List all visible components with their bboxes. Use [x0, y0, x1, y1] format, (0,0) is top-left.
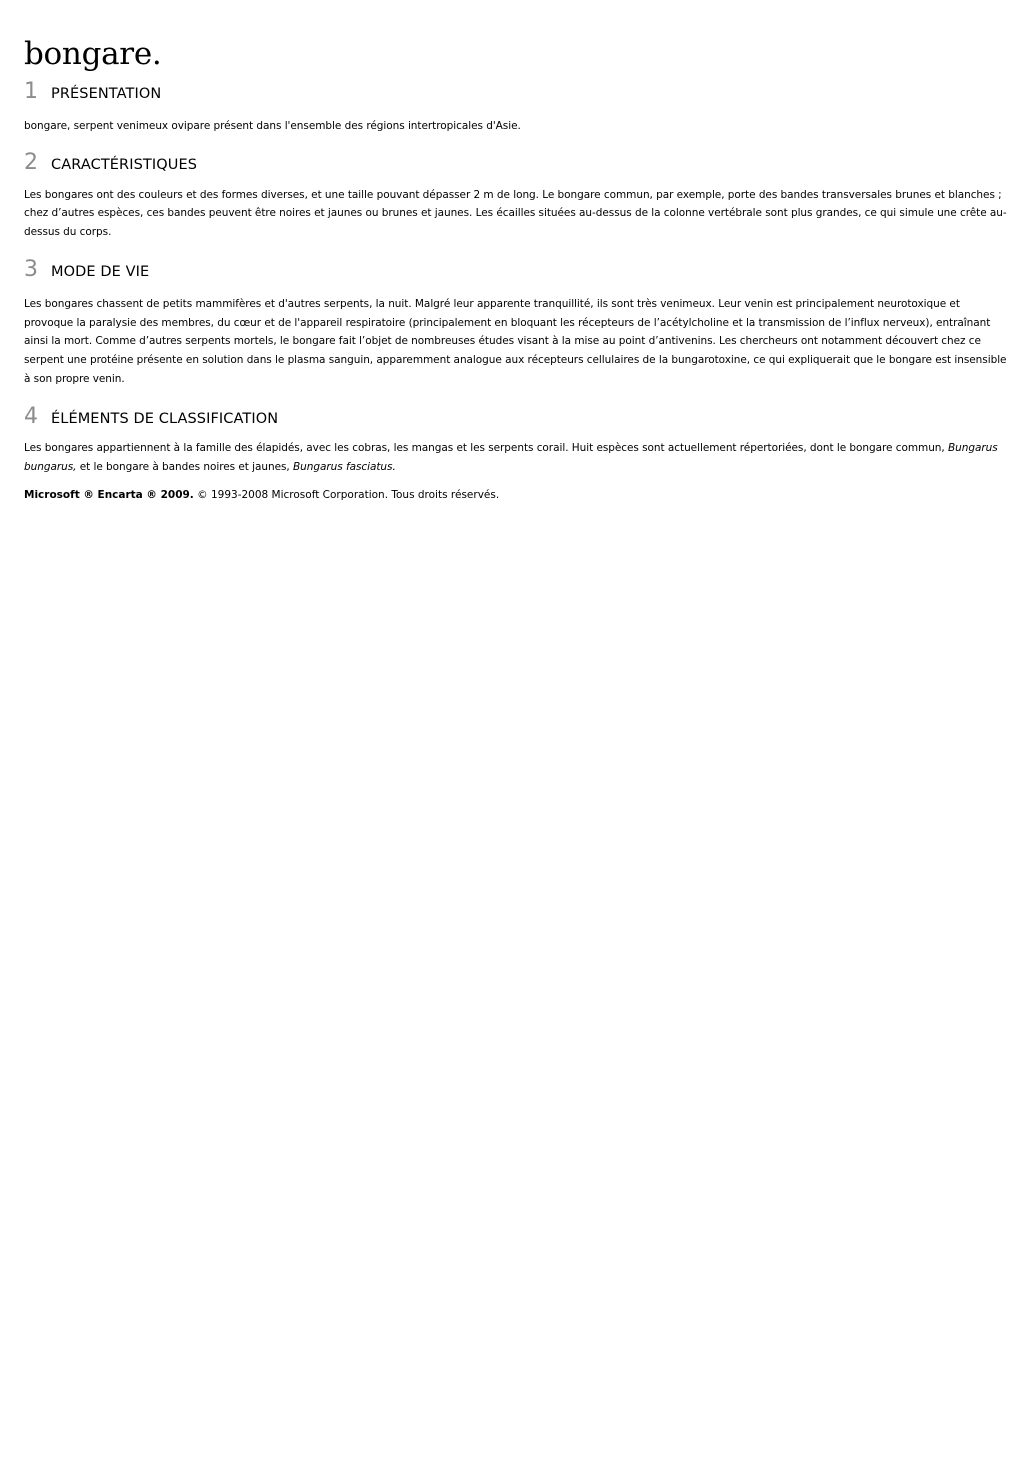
section-title: PRÉSENTATION — [51, 86, 162, 102]
section-heading-caracteristiques — [24, 149, 1010, 179]
section-title: ÉLÉMENTS DE CLASSIFICATION — [51, 411, 279, 428]
copyright-footer — [24, 486, 1010, 504]
footer-copyright: © 1993-2008 Microsoft Corporation. Tous droits réservés. — [193, 488, 500, 501]
species-name: Bungarus fasciatus. — [293, 461, 396, 474]
section-text-caracteristiques: Les bongares ont des couleurs et des formes diverses, et une taille pouvant dépasser 2 m de long. Le bongare commun, par exemple, porte des bandes transversales brunes et blanches ; chez d’autres espèces, ces bandes peuvent être noires et jaunes ou brunes et jaunes. Les écailles situées au-dessus de la colonne vertébrale sont plus grandes, ce qui simule une crête au-dessus du corps. — [24, 188, 1007, 239]
section-text-presentation: bongare, serpent venimeux ovipare présent dans l'ensemble des régions intertropicales d'Asie. — [24, 120, 521, 132]
text-segment: Les bongares appartiennent à la famille des élapidés, avec les cobras, les mangas et les serpents corail. Huit espèces sont actuellement répertoriées, dont le bongare commun, — [24, 442, 948, 455]
section-text-classification — [24, 439, 1010, 476]
section-heading-classification — [24, 403, 1010, 433]
section-number: 4 — [24, 404, 38, 430]
section-number: 1 — [24, 79, 38, 104]
document-page — [24, 34, 1010, 514]
text-segment: et le bongare à bandes noires et jaunes, — [76, 461, 293, 474]
species-name: Bungarus bungarus, — [24, 442, 998, 474]
section-heading-presentation — [24, 78, 1010, 108]
footer-brand: Microsoft ® Encarta ® 2009. — [24, 488, 194, 501]
section-title: CARACTÉRISTIQUES — [51, 156, 198, 173]
section-heading-mode-de-vie — [24, 256, 1010, 286]
page-title: bongare. — [24, 36, 162, 72]
section-number: 2 — [24, 149, 38, 175]
section-text-mode-de-vie: Les bongares chassent de petits mammifères et d'autres serpents, la nuit. Malgré leur apparente tranquillité, ils sont très venimeux. Leur venin est principalement neurotoxique et provoque la paralysie des membres, du cœur et de l'appareil respiratoire (principalement en bloquant les récepteurs de l’acétylcholine et la transmission de l’influx nerveux), entraînant ainsi la mort. Comme d’autres serpents mortels, le bongare fait l’objet de nombreuses études visant à la mise au point d’antivenins. Les chercheurs ont notamment découvert chez ce serpent une protéine présente en solution dans le plasma sanguin, apparemment analogue aux récepteurs cellulaires de la bungarotoxine, ce qui expliquerait que le bongare est insensible à son propre venin. — [24, 297, 1007, 385]
section-number: 3 — [24, 256, 38, 282]
section-title: MODE DE VIE — [51, 263, 150, 280]
